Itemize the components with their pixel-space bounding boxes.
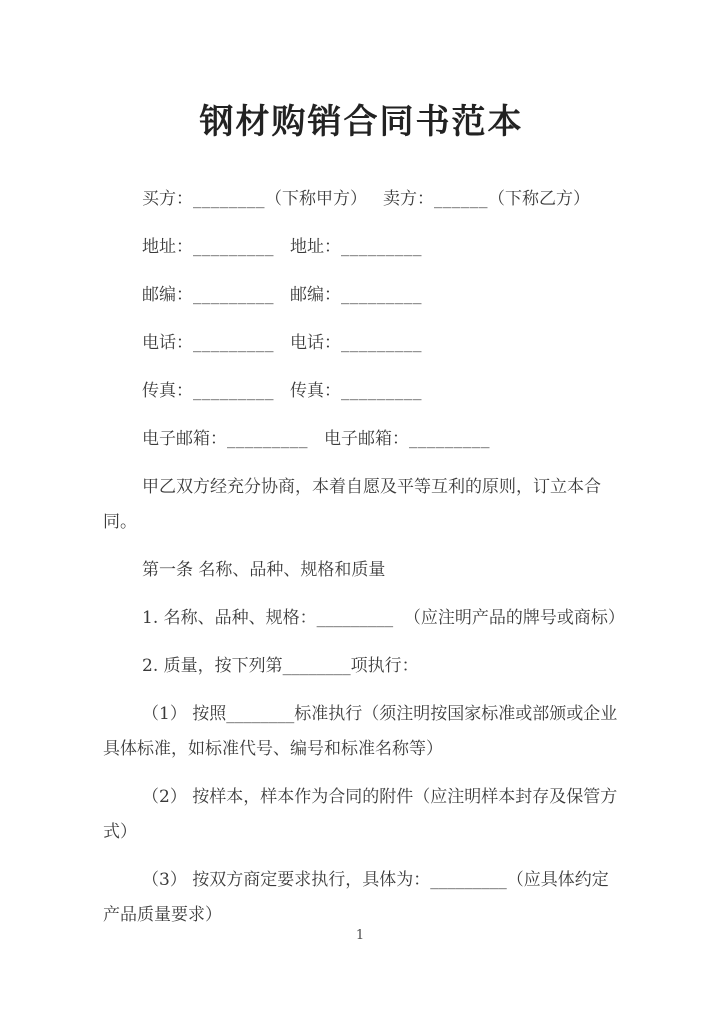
buyer-label: 买方： [142,189,193,209]
zipcode-label-left: 邮编： [142,285,193,305]
address-label-left: 地址： [142,237,193,257]
section1-sub-item3: （3） 按双方商定要求执行，具体为：_________（应具体约定产品质量要求） [103,870,609,925]
address-label-right: 地址： [290,237,341,257]
phone-label-right: 电话： [290,333,341,353]
email-label-left: 电子邮箱： [142,429,227,449]
phone-blank-right: _________ [341,333,422,353]
parties-line [103,182,620,217]
buyer-note: （下称甲方） [265,189,367,209]
section1-item2: 2. 质量，按下列第________项执行： [142,656,419,676]
email-blank-left: _________ [227,429,308,449]
document-title: 钢材购销合同书范本 [199,102,524,142]
seller-label: 卖方： [383,189,434,209]
paragraph-intro: 甲乙双方经充分协商，本着自愿及平等互利的原则，订立本合同。 [103,477,601,532]
address-blank-right: _________ [341,237,422,257]
buyer-blank-line: ________ [193,189,265,209]
seller-note: （下称乙方） [488,189,590,209]
contact-row-fax [103,374,620,409]
contact-row-phone [103,326,620,361]
contact-row-email [103,422,620,457]
fax-label-right: 传真： [290,381,341,401]
section1-sub-item2: （2） 按样本，样本作为合同的附件（应注明样本封存及保管方式） [103,787,618,842]
email-blank-right: _________ [409,429,490,449]
contact-row-address [103,230,620,265]
contact-row-zipcode [103,278,620,313]
zipcode-blank-right: _________ [341,285,422,305]
phone-blank-left: _________ [193,333,274,353]
zipcode-label-right: 邮编： [290,285,341,305]
section1-heading: 第一条 名称、品种、规格和质量 [142,560,386,580]
page-number: 1 [355,928,365,943]
address-blank-left: _________ [193,237,274,257]
fax-blank-right: _________ [341,381,422,401]
document-content [103,0,625,946]
section1-sub-item1: （1） 按照________标准执行（须注明按国家标准或部颁或企业具体标准，如标准代号、编号和标准名称等） [103,704,618,759]
phone-label-left: 电话： [142,333,193,353]
section1-item1: 1. 名称、品种、规格：_________ （应注明产品的牌号或商标） [142,608,625,628]
seller-blank-line: ______ [434,189,488,209]
fax-label-left: 传真： [142,381,193,401]
fax-blank-left: _________ [193,381,274,401]
email-label-right: 电子邮箱： [324,429,409,449]
zipcode-blank-left: _________ [193,285,274,305]
